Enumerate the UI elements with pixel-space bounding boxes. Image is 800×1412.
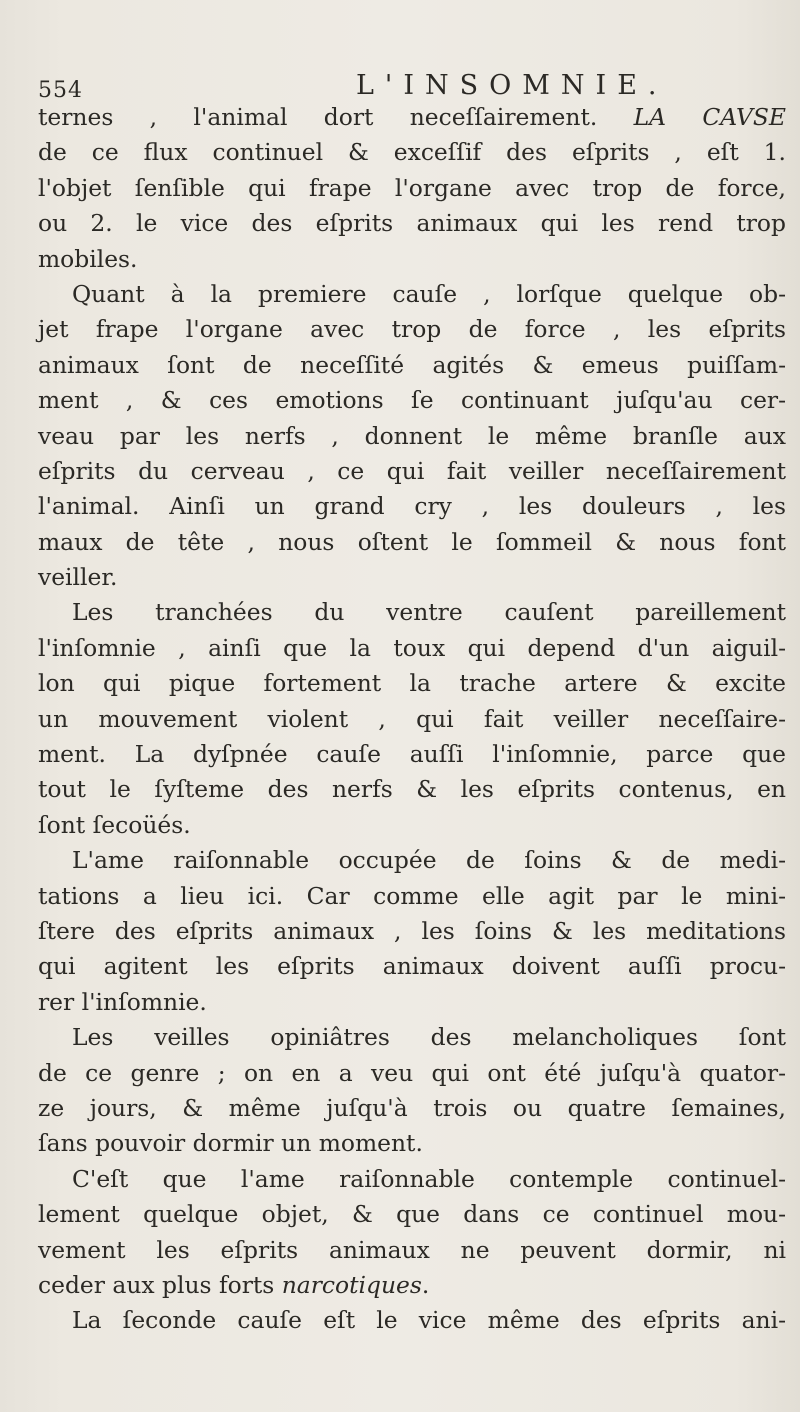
text-line: de ce flux continuel & exceſſif des eſprits , eſt 1. [38, 138, 786, 167]
text-line: rer l'inſomnie. [38, 987, 207, 1016]
italic-word: narcotiques [281, 1270, 422, 1299]
text-line: ſont ſecoüés. [38, 810, 191, 839]
page-header [38, 70, 768, 104]
text-line: ment , & ces emotions ſe continuant juſqu'au cer- [38, 386, 786, 415]
text-line: maux de tête , nous oſtent le ſommeil & nous font [38, 527, 786, 556]
text-line: veiller. [38, 563, 118, 592]
text-line: mobiles. [38, 244, 138, 273]
text-line: l'inſomnie , ainſi que la toux qui depend d'un aiguil- [38, 633, 786, 662]
text-line: L'ame raiſonnable occupée de ſoins & de medi- [72, 846, 786, 875]
text-line: l'animal. Ainſi un grand cry , les douleurs , les [38, 492, 786, 521]
text-line: Quant à la premiere cauſe , lorſque quelque ob- [72, 279, 786, 308]
text-line: ou 2. le vice des eſprits animaux qui les rend trop [38, 209, 786, 238]
text-line: lement quelque objet, & que dans ce continuel mou- [38, 1200, 786, 1229]
text-line: un mouvement violent , qui fait veiller neceſſaire- [38, 704, 786, 733]
text-line: ze jours, & même juſqu'à trois ou quatre ſemaines, [38, 1093, 786, 1122]
page-number: 554 [38, 78, 83, 103]
text-line: ment. La dyſpnée cauſe auſſi l'inſomnie, parce que [38, 740, 786, 769]
text-line: C'eſt que l'ame raiſonnable contemple continuel- [72, 1164, 786, 1193]
text-line: veau par les nerfs , donnent le même branſle aux [38, 421, 786, 450]
text-line: La ſeconde cauſe eſt le vice même des eſprits ani- [72, 1306, 786, 1335]
text-line: ternes , l'animal dort neceſſairement. LA CAVSE [38, 103, 786, 131]
text-line: Les tranchées du ventre cauſent pareillement [72, 598, 786, 627]
text-line: animaux ſont de neceſſité agités & emeus puiſſam- [38, 350, 786, 379]
text-line: ceder aux plus forts narcotiques. [38, 1270, 430, 1299]
text-line: l'objet ſenſible qui frape l'organe avec trop de force, [38, 173, 786, 202]
text-line: vement les eſprits animaux ne peuvent dormir, ni [38, 1235, 786, 1264]
text-line: qui agitent les eſprits animaux doivent auſſi procu- [38, 952, 786, 981]
italic-word: LA CAVSE [633, 103, 786, 131]
text-line: tout le ſyſteme des nerfs & les eſprits contenus, en [38, 775, 786, 804]
text-line: tations a lieu ici. Car comme elle agit par le mini- [38, 881, 786, 910]
text-line: eſprits du cerveau , ce qui fait veiller neceſſairement [38, 456, 786, 485]
text-line: lon qui pique fortement la trache artere & excite [38, 669, 786, 698]
text-line: jet frape l'organe avec trop de force , les eſprits [38, 315, 786, 344]
text-line: ſans pouvoir dormir un moment. [38, 1129, 423, 1158]
body-text [38, 100, 786, 1339]
text-line: Les veilles opiniâtres des melancholiques ſont [72, 1023, 786, 1052]
text-line: ſtere des eſprits animaux , les ſoins & les meditations [38, 916, 786, 945]
text-line: de ce genre ; on en a veu qui ont été juſqu'à quator- [38, 1058, 786, 1087]
running-title: L'INSOMNIE. [356, 70, 668, 101]
